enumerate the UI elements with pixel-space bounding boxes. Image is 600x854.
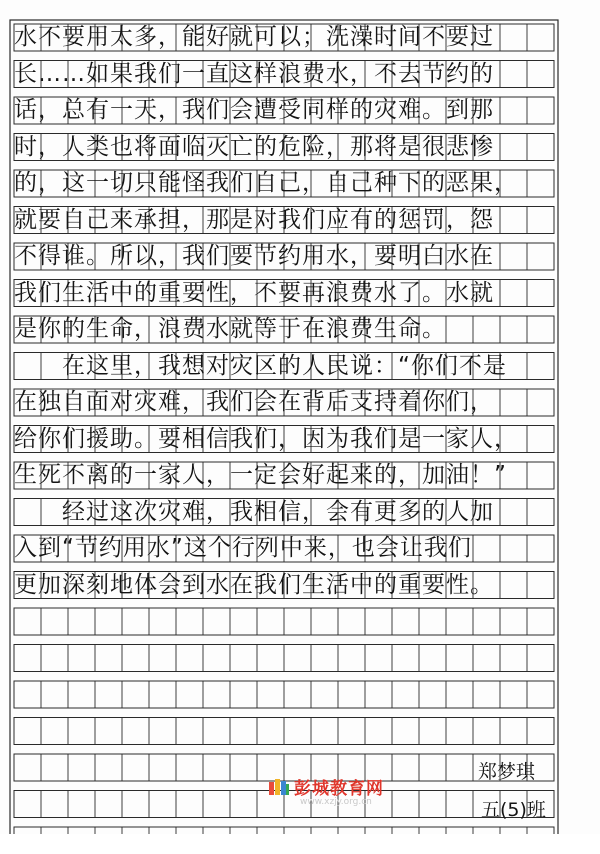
essay-line: 生死不离的一家人，一定会好起来的，加油！”: [14, 462, 507, 488]
essay-line: [14, 608, 554, 635]
essay-line: 水不要用太多，能好就可以；洗澡时间不要过: [14, 24, 494, 50]
watermark-url: www.xzjy.org.cn: [300, 797, 372, 807]
essay-line: 我们生活中的重要性，不要再浪费水了。水就: [14, 279, 494, 306]
essay-line: 长……如果我们一直这样浪费水，不去节约的: [14, 60, 494, 87]
essay-line: 入到“节约用水”这个行列中来，也会让我们: [14, 535, 472, 561]
essay-line: 不得谁。所以，我们要节约用水，要明白水在: [14, 243, 494, 269]
essay-line: 的，这一切只能怪我们自己，自己种下的恶果，: [14, 170, 518, 196]
book-logo-icon: [268, 776, 290, 796]
watermark-site-name: 彭城教育网: [294, 778, 384, 799]
essay-line: [14, 718, 554, 745]
essay-line: [14, 645, 554, 672]
essay-line: 在独自面对灾难，我们会在背后支持着你们，: [14, 389, 494, 415]
essay-line: 在这里，我想对灾区的人民说：“你们不是: [14, 352, 507, 379]
essay-line: 给你们援助。要相信我们，因为我们是一家人，: [14, 425, 518, 452]
watermark: [268, 774, 384, 798]
essay-line: [14, 681, 554, 708]
essay-line: 就要自己来承担，那是对我们应有的惩罚，怨: [14, 206, 494, 233]
essay-line: 更加深刻地体会到水在我们生活中的重要性。: [14, 571, 494, 598]
class-label: 五(5)班: [481, 799, 546, 821]
essay-line: 是你的生命，浪费水就等于在浪费生命。: [14, 316, 446, 342]
author-name: 郑梦琪: [478, 761, 536, 783]
essay-line: 时，人类也将面临灭亡的危险，那将是很悲惨: [14, 133, 494, 160]
essay-line: 经过这次灾难，我相信，会有更多的人加: [14, 498, 494, 525]
essay-line: 话，总有一天，我们会遭受同样的灾难。到那: [14, 97, 494, 123]
essay-line: [14, 827, 554, 854]
